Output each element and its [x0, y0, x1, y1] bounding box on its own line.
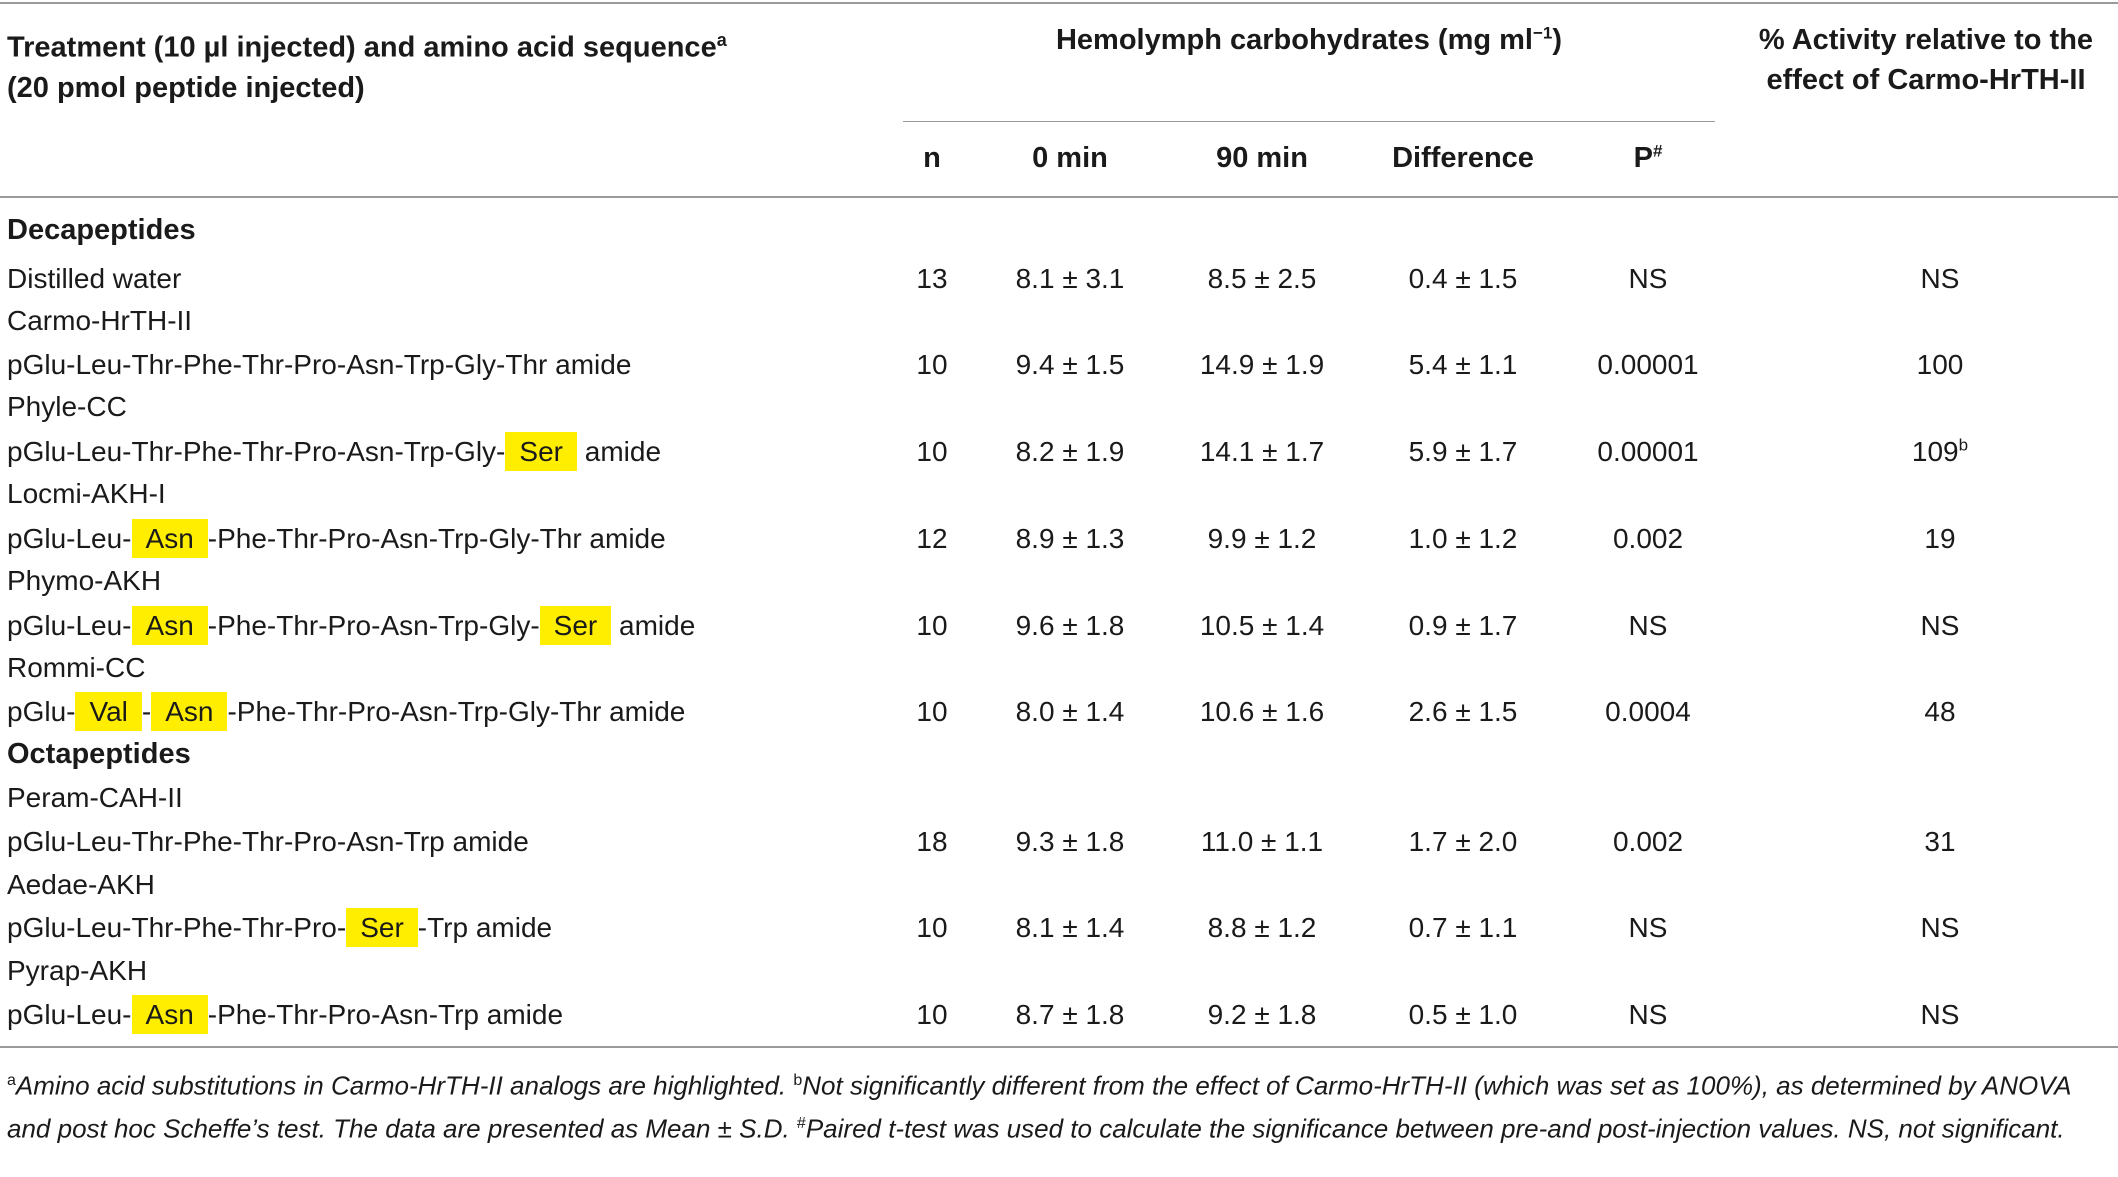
p-value: NS — [1628, 263, 1668, 294]
substituted-residue: Asn — [132, 606, 208, 645]
treatment-name: Pyrap-AKH — [7, 955, 148, 986]
activity-number: 109 — [1911, 436, 1959, 467]
sequence-segment: -Phe-Thr-Pro-Asn-Trp-Gly- — [207, 610, 540, 641]
header-treatment-line1: Treatment (10 µl injected) and amino acid sequence — [7, 31, 717, 64]
sequence-segment: -Phe-Thr-Pro-Asn-Trp-Gly-Thr amide — [227, 696, 686, 727]
treatment-name: Phymo-AKH — [7, 565, 162, 596]
col-p-header — [1634, 142, 1663, 175]
activity-number: NS — [1920, 263, 1960, 294]
activity-value — [1924, 696, 1955, 728]
footnote-a-mark: a — [7, 1072, 16, 1089]
substituted-residue: Asn — [132, 995, 208, 1034]
value-0min: 8.9 ± 1.3 — [1015, 523, 1125, 554]
header-activity-line2: effect of Carmo-HrTH-II — [1766, 64, 2086, 96]
p-value: NS — [1628, 912, 1668, 943]
sequence-segment: amide — [611, 610, 696, 641]
value-0min: 8.0 ± 1.4 — [1015, 696, 1125, 727]
treatment-name: Aedae-AKH — [7, 869, 155, 900]
amino-acid-sequence — [7, 349, 631, 381]
footnote-c-mark: # — [796, 1114, 806, 1132]
p-value: 0.0004 — [1605, 696, 1691, 727]
sequence-segment: pGlu-Leu- — [7, 523, 132, 554]
header-treatment-line2: (20 pmol peptide injected) — [7, 71, 365, 104]
sequence-segment: -Phe-Thr-Pro-Asn-Trp amide — [207, 999, 564, 1030]
value-difference: 0.5 ± 1.0 — [1408, 999, 1518, 1030]
n-value: 10 — [916, 999, 948, 1030]
amino-acid-sequence — [7, 523, 666, 555]
sequence-segment: pGlu- — [7, 696, 76, 727]
substituted-residue: Asn — [151, 692, 227, 731]
p-value: 0.002 — [1612, 826, 1684, 857]
activity-number: 31 — [1924, 826, 1956, 857]
value-difference: 0.7 ± 1.1 — [1408, 912, 1518, 943]
n-value: 18 — [916, 826, 948, 857]
header-rule — [0, 196, 2118, 198]
header-hemolymph-exp: −1 — [1532, 23, 1553, 43]
activity-value — [1917, 349, 1964, 381]
sequence-segment: - — [141, 696, 152, 727]
value-90min: 10.5 ± 1.4 — [1199, 610, 1325, 641]
n-value: 10 — [916, 696, 948, 727]
value-difference: 0.9 ± 1.7 — [1408, 610, 1518, 641]
footnote-b-mark: b — [793, 1072, 803, 1089]
activity-number: NS — [1920, 999, 1960, 1030]
value-90min: 9.2 ± 1.8 — [1207, 999, 1317, 1030]
activity-value — [1921, 912, 1960, 944]
col-0min-header: 0 min — [1032, 142, 1108, 174]
treatment-name: Carmo-HrTH-II — [7, 305, 193, 336]
value-difference: 1.0 ± 1.2 — [1408, 523, 1518, 554]
amino-acid-sequence — [7, 696, 685, 728]
activity-sup: b — [1958, 435, 1969, 455]
value-90min: 8.8 ± 1.2 — [1207, 912, 1317, 943]
value-0min: 8.2 ± 1.9 — [1015, 436, 1125, 467]
value-90min: 11.0 ± 1.1 — [1200, 826, 1324, 857]
value-90min: 14.9 ± 1.9 — [1199, 349, 1325, 380]
sequence-segment: pGlu-Leu-Thr-Phe-Thr-Pro-Asn-Trp amide — [7, 826, 529, 857]
treatment-name: Peram-CAH-II — [7, 782, 183, 813]
sequence-segment: pGlu-Leu-Thr-Phe-Thr-Pro-Asn-Trp-Gly- — [7, 436, 506, 467]
p-value: NS — [1628, 610, 1668, 641]
substituted-residue: Ser — [346, 908, 418, 947]
treatment-name: Rommi-CC — [7, 652, 146, 683]
value-difference: 5.9 ± 1.7 — [1408, 436, 1518, 467]
amino-acid-sequence — [7, 436, 661, 468]
header-hemolymph-text: Hemolymph carbohydrates (mg ml — [1055, 24, 1533, 56]
col-90min-header: 90 min — [1216, 142, 1308, 174]
substituted-residue: Val — [75, 692, 141, 731]
value-90min: 9.9 ± 1.2 — [1207, 523, 1317, 554]
value-90min: 8.5 ± 2.5 — [1207, 263, 1317, 294]
amino-acid-sequence — [7, 826, 529, 858]
treatment-name: Phyle-CC — [7, 391, 127, 422]
bottom-rule — [0, 1046, 2118, 1048]
amino-acid-sequence — [7, 610, 695, 642]
n-value: 13 — [916, 263, 948, 294]
amino-acid-sequence — [7, 912, 552, 944]
footnote — [7, 1062, 2111, 1147]
section-octapeptides: Octapeptides — [7, 738, 191, 770]
header-activity — [1740, 20, 2112, 100]
treatment-name: Locmi-AKH-I — [7, 478, 166, 509]
header-hemolymph — [903, 20, 1715, 60]
value-0min: 8.1 ± 1.4 — [1015, 912, 1125, 943]
value-0min: 8.7 ± 1.8 — [1015, 999, 1125, 1030]
sequence-segment: pGlu-Leu-Thr-Phe-Thr-Pro- — [7, 912, 347, 943]
section-decapeptides: Decapeptides — [7, 214, 196, 246]
substituted-residue: Ser — [540, 606, 612, 645]
activity-value — [1924, 523, 1955, 555]
header-activity-line1: % Activity relative to the — [1758, 24, 2094, 56]
value-difference: 5.4 ± 1.1 — [1408, 349, 1518, 380]
n-value: 12 — [916, 523, 948, 554]
activity-number: 100 — [1916, 349, 1964, 380]
value-difference: 0.4 ± 1.5 — [1408, 263, 1518, 294]
p-value: NS — [1628, 999, 1668, 1030]
sequence-segment: pGlu-Leu- — [7, 610, 132, 641]
top-rule — [0, 2, 2118, 4]
substituted-residue: Ser — [505, 432, 577, 471]
value-0min: 9.4 ± 1.5 — [1015, 349, 1125, 380]
col-p-label: P — [1633, 142, 1653, 174]
header-treatment-sup: a — [716, 30, 727, 50]
sequence-segment: pGlu-Leu- — [7, 999, 132, 1030]
substituted-residue: Asn — [132, 519, 208, 558]
value-difference: 2.6 ± 1.5 — [1408, 696, 1518, 727]
activity-value — [1921, 263, 1960, 295]
treatment-name: Distilled water — [7, 263, 182, 294]
footnote-c-text: Paired t-test was used to calculate the significance between pre-and post-injection values. NS, not significant. — [805, 1113, 2065, 1144]
value-90min: 14.1 ± 1.7 — [1199, 436, 1325, 467]
col-n-header: n — [923, 142, 941, 174]
activity-value — [1921, 610, 1960, 642]
sequence-segment: -Phe-Thr-Pro-Asn-Trp-Gly-Thr amide — [207, 523, 666, 554]
activity-number: NS — [1920, 610, 1960, 641]
p-value: 0.00001 — [1597, 349, 1699, 380]
p-value: 0.00001 — [1597, 436, 1699, 467]
activity-number: 19 — [1924, 523, 1956, 554]
p-value: 0.002 — [1612, 523, 1684, 554]
activity-number: 48 — [1924, 696, 1956, 727]
sequence-segment: -Trp amide — [417, 912, 553, 943]
sequence-segment: pGlu-Leu-Thr-Phe-Thr-Pro-Asn-Trp-Gly-Thr amide — [7, 349, 632, 380]
n-value: 10 — [916, 436, 948, 467]
activity-value — [1912, 436, 1968, 468]
header-treatment — [7, 20, 727, 108]
n-value: 10 — [916, 349, 948, 380]
header-hemolymph-close: ) — [1552, 24, 1563, 56]
value-0min: 9.3 ± 1.8 — [1015, 826, 1125, 857]
value-0min: 9.6 ± 1.8 — [1015, 610, 1125, 641]
n-value: 10 — [916, 610, 948, 641]
col-p-sup: # — [1652, 141, 1663, 161]
value-90min: 10.6 ± 1.6 — [1199, 696, 1325, 727]
activity-value — [1924, 826, 1955, 858]
activity-number: NS — [1920, 912, 1960, 943]
col-difference-header: Difference — [1392, 142, 1534, 174]
footnote-b-text: Not significantly different from the effect of Carmo-HrTH-II (which was set as 100%), as determined by ANOVA and post hoc Scheffe’s test. The data are presented as Mean ± S.D. — [7, 1070, 2071, 1144]
value-difference: 1.7 ± 2.0 — [1408, 826, 1518, 857]
sequence-segment: amide — [576, 436, 662, 467]
activity-value — [1921, 999, 1960, 1031]
hemolymph-underline — [903, 121, 1715, 122]
n-value: 10 — [916, 912, 948, 943]
amino-acid-sequence — [7, 999, 563, 1031]
value-0min: 8.1 ± 3.1 — [1015, 263, 1125, 294]
footnote-a-text: Amino acid substitutions in Carmo-HrTH-II analogs are highlighted. — [15, 1070, 794, 1101]
